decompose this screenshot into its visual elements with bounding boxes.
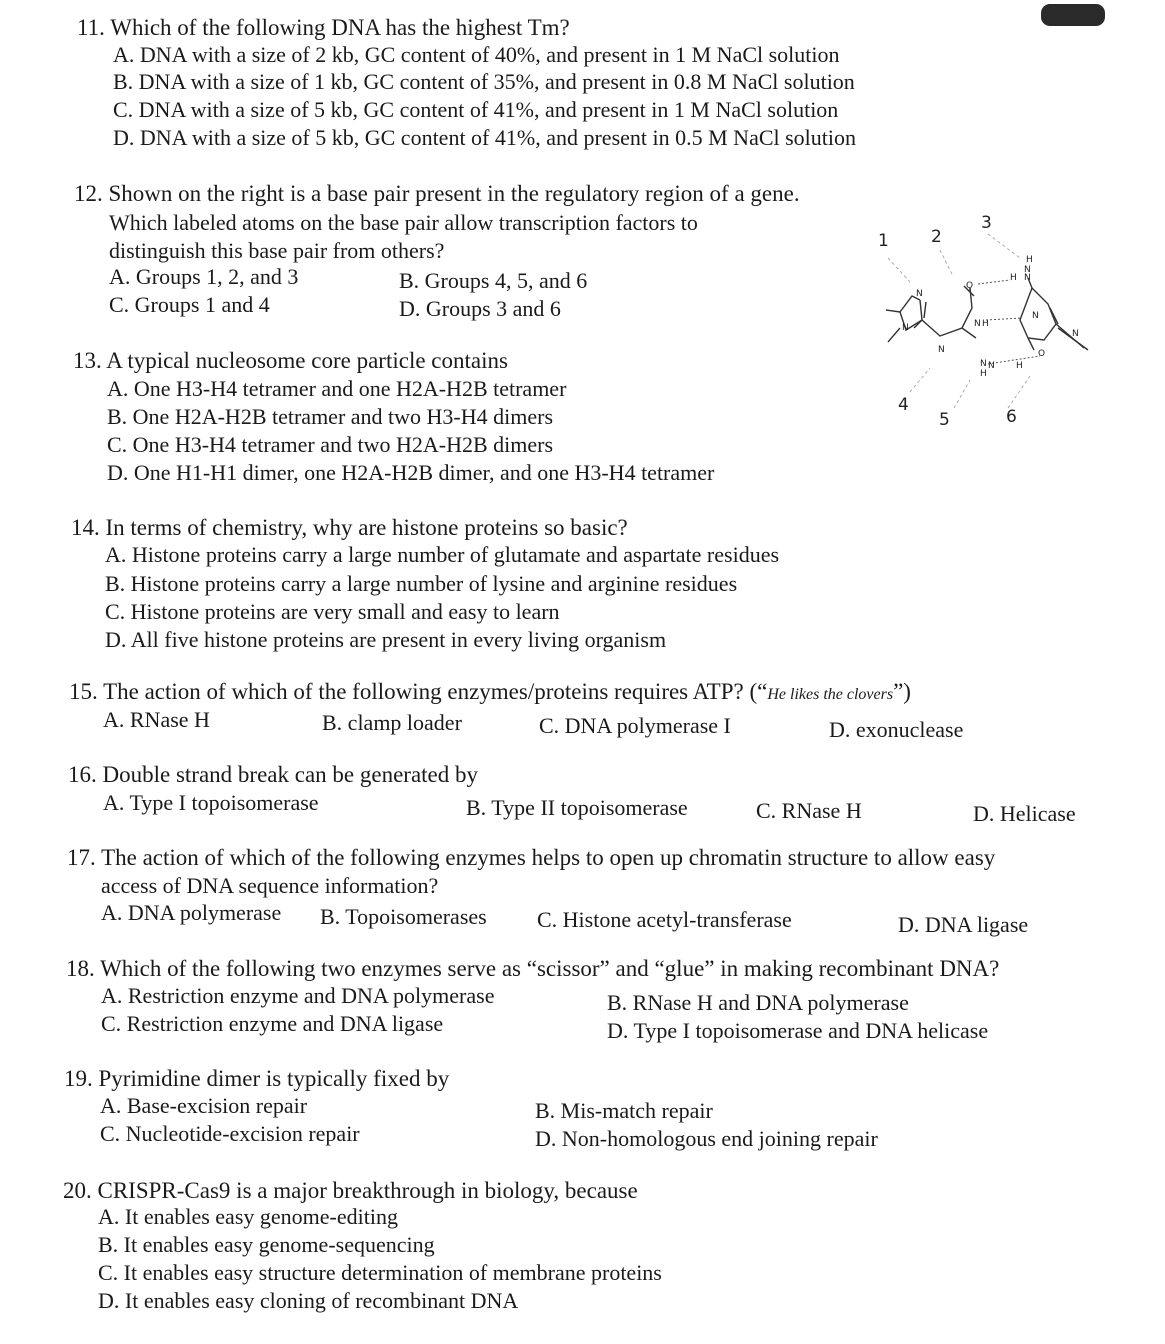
- q20-option-d[interactable]: D. It enables easy cloning of recombinant DNA: [98, 1288, 519, 1313]
- atom-n1c: N: [1072, 329, 1079, 339]
- q13-option-b[interactable]: B. One H2A-H2B tetramer and two H3-H4 dimers: [107, 404, 554, 429]
- q15-stem-text: 15. The action of which of the following enzymes/proteins requires ATP? (“: [69, 679, 768, 704]
- q16-option-d[interactable]: D. Helicase: [973, 801, 1076, 826]
- q15-option-d[interactable]: D. exonuclease: [829, 717, 964, 742]
- q18-option-b[interactable]: B. RNase H and DNA polymerase: [607, 990, 909, 1015]
- q16-option-b[interactable]: B. Type II topoisomerase: [466, 795, 688, 820]
- q12-option-d[interactable]: D. Groups 3 and 6: [399, 296, 561, 321]
- q19-stem: 19. Pyrimidine dimer is typically fixed by: [64, 1066, 450, 1091]
- group-label-3: 3: [981, 213, 992, 233]
- atom-n4: N: [1024, 273, 1031, 283]
- q15-option-b[interactable]: B. clamp loader: [322, 710, 462, 735]
- q11-option-a[interactable]: A. DNA with a size of 2 kb, GC content of 40%, and present in 1 M NaCl solution: [113, 42, 840, 67]
- atom-n9: N: [902, 323, 909, 333]
- q12-option-c[interactable]: C. Groups 1 and 4: [109, 292, 270, 317]
- q17-option-d[interactable]: D. DNA ligase: [898, 912, 1029, 937]
- redaction-mark: [1041, 4, 1105, 26]
- atom-n1: N: [974, 319, 981, 329]
- atom-n4b: N: [1024, 265, 1031, 275]
- q15-option-a[interactable]: A. RNase H: [103, 707, 210, 732]
- atom-n2: N: [980, 359, 987, 369]
- q17-option-a[interactable]: A. DNA polymerase: [101, 900, 282, 925]
- q12-stem-line3: distinguish this base pair from others?: [109, 238, 445, 263]
- q14-stem: 14. In terms of chemistry, why are histone proteins so basic?: [71, 515, 628, 540]
- q12-stem-line1: 12. Shown on the right is a base pair present in the regulatory region of a gene.: [74, 181, 800, 206]
- q14-option-c[interactable]: C. Histone proteins are very small and easy to learn: [105, 599, 560, 624]
- q13-option-d[interactable]: D. One H1-H1 dimer, one H2A-H2B dimer, and one H3-H4 tetramer: [107, 460, 715, 485]
- q19-option-c[interactable]: C. Nucleotide-excision repair: [100, 1121, 360, 1146]
- q18-option-d[interactable]: D. Type I topoisomerase and DNA helicase: [607, 1018, 989, 1043]
- q16-option-c[interactable]: C. RNase H: [756, 798, 862, 823]
- q14-option-a[interactable]: A. Histone proteins carry a large number of glutamate and aspartate residues: [105, 542, 780, 567]
- q12-stem-line2: Which labeled atoms on the base pair allow transcription factors to: [109, 210, 698, 235]
- atom-h2b: H: [1016, 361, 1023, 371]
- atom-h4a: H: [1010, 273, 1017, 283]
- group-label-6: 6: [1006, 407, 1017, 427]
- q19-option-d[interactable]: D. Non-homologous end joining repair: [535, 1126, 878, 1151]
- q19-option-a[interactable]: A. Base-excision repair: [100, 1093, 308, 1118]
- atom-n7: N: [916, 289, 923, 299]
- atom-h-amino: H: [980, 369, 987, 379]
- q14-option-b[interactable]: B. Histone proteins carry a large number of lysine and arginine residues: [105, 571, 738, 596]
- q15-option-c[interactable]: C. DNA polymerase I: [539, 713, 731, 738]
- q20-stem: 20. CRISPR-Cas9 is a major breakthrough in biology, because: [63, 1178, 638, 1203]
- q18-option-c[interactable]: C. Restriction enzyme and DNA ligase: [101, 1011, 444, 1036]
- q13-option-a[interactable]: A. One H3-H4 tetramer and one H2A-H2B tetramer: [107, 376, 567, 401]
- group-label-1: 1: [878, 231, 889, 251]
- group-label-5: 5: [939, 410, 950, 430]
- q11-option-b[interactable]: B. DNA with a size of 1 kb, GC content of 35%, and present in 0.8 M NaCl solution: [113, 69, 855, 94]
- atom-o6: O: [966, 281, 974, 291]
- atom-n3c: N: [1032, 311, 1039, 321]
- q17-stem-line1: 17. The action of which of the following enzymes helps to open up chromatin structure to allow easy: [67, 845, 996, 870]
- atom-n2b: N: [988, 361, 995, 371]
- q20-option-c[interactable]: C. It enables easy structure determination of membrane proteins: [98, 1260, 662, 1285]
- q14-option-d[interactable]: D. All five histone proteins are present in every living organism: [105, 627, 667, 652]
- atom-h1: H: [982, 319, 989, 329]
- q15-stem: [69, 679, 911, 708]
- q18-stem: 18. Which of the following two enzymes serve as “scissor” and “glue” in making recombinant DNA?: [66, 956, 1000, 981]
- q17-stem-line2: access of DNA sequence information?: [101, 873, 439, 898]
- group-label-4: 4: [898, 395, 909, 415]
- q13-stem: 13. A typical nucleosome core particle contains: [73, 348, 508, 373]
- q11-stem: 11. Which of the following DNA has the highest Tm?: [77, 15, 570, 40]
- q11-option-d[interactable]: D. DNA with a size of 5 kb, GC content of 41%, and present in 0.5 M NaCl solution: [113, 125, 857, 150]
- atom-o2: O: [1038, 349, 1046, 359]
- q20-option-a[interactable]: A. It enables easy genome-editing: [98, 1204, 398, 1229]
- group-label-2: 2: [931, 227, 942, 247]
- q13-option-c[interactable]: C. One H3-H4 tetramer and two H2A-H2B dimers: [107, 432, 554, 457]
- q16-stem: 16. Double strand break can be generated by: [68, 762, 479, 787]
- base-pair-diagram: [860, 200, 1100, 430]
- q20-option-b[interactable]: B. It enables easy genome-sequencing: [98, 1232, 435, 1257]
- q17-option-b[interactable]: B. Topoisomerases: [320, 904, 487, 929]
- q15-hint: He likes the clovers: [767, 686, 894, 703]
- q15-stem-end: ”): [893, 679, 911, 704]
- atom-h4b: H: [1026, 255, 1033, 265]
- q12-option-a[interactable]: A. Groups 1, 2, and 3: [109, 264, 299, 289]
- q12-option-b[interactable]: B. Groups 4, 5, and 6: [399, 268, 588, 293]
- q16-option-a[interactable]: A. Type I topoisomerase: [103, 790, 319, 815]
- q18-option-a[interactable]: A. Restriction enzyme and DNA polymerase: [101, 983, 495, 1008]
- atom-n3: N: [938, 345, 945, 355]
- q11-option-c[interactable]: C. DNA with a size of 5 kb, GC content of 41%, and present in 1 M NaCl solution: [113, 97, 839, 122]
- q17-option-c[interactable]: C. Histone acetyl-transferase: [537, 907, 792, 932]
- q19-option-b[interactable]: B. Mis-match repair: [535, 1098, 713, 1123]
